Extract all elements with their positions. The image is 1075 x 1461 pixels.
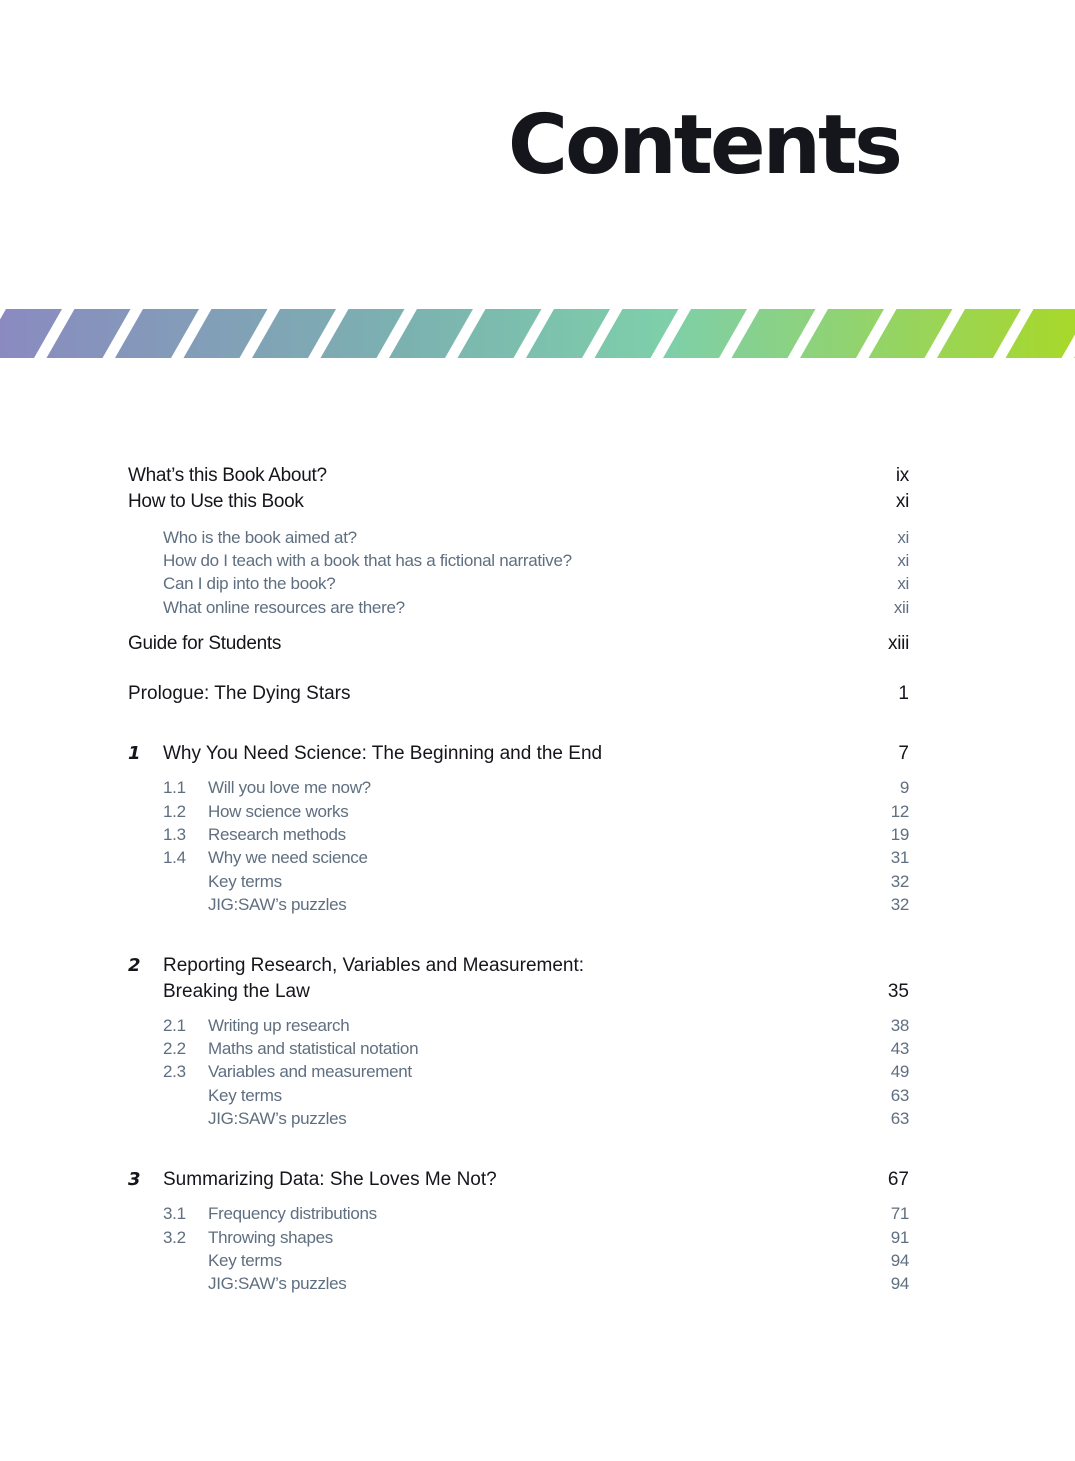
chapter-title: Why You Need Science: The Beginning and the End <box>163 743 603 764</box>
toc-section[interactable] <box>128 825 909 845</box>
section-page: 94 <box>890 1251 909 1270</box>
toc-entry-how-to-use[interactable] <box>128 491 909 513</box>
stripe-bar <box>47 309 131 358</box>
section-label: Variables and measurement <box>208 1062 412 1081</box>
toc-section[interactable] <box>128 1016 909 1036</box>
section-page: 63 <box>890 1086 909 1105</box>
chapter-page: 7 <box>898 743 909 764</box>
toc-entry-page: ix <box>895 465 909 486</box>
toc-subentry[interactable] <box>128 598 909 618</box>
stripe-bar <box>800 309 884 358</box>
section-label: Key terms <box>208 1251 282 1270</box>
section-number: 2.2 <box>163 1039 186 1058</box>
section-page: 71 <box>890 1204 909 1223</box>
toc-subentry[interactable] <box>128 528 909 548</box>
section-number: 2.1 <box>163 1016 186 1035</box>
toc-entry-label: What’s this Book About? <box>128 465 327 486</box>
toc-chapter-3[interactable] <box>128 1167 909 1193</box>
stripe-bar <box>526 309 610 358</box>
section-page: 19 <box>890 825 909 844</box>
section-label: Why we need science <box>208 848 368 867</box>
section-page: 43 <box>890 1039 909 1058</box>
chapter-page: 67 <box>887 1169 909 1190</box>
stripe-bar <box>869 309 953 358</box>
toc-entry-label: Prologue: The Dying Stars <box>128 683 351 704</box>
stripe-bar <box>458 309 542 358</box>
toc-section[interactable] <box>128 1062 909 1082</box>
toc-subentry-label: Who is the book aimed at? <box>163 528 357 547</box>
toc-section[interactable] <box>128 1086 909 1106</box>
section-label: Key terms <box>208 1086 282 1105</box>
toc-subentry[interactable] <box>128 574 909 594</box>
chapter-title: Summarizing Data: She Loves Me Not? <box>163 1169 497 1190</box>
toc-chapter-2-line2[interactable] <box>128 979 909 1005</box>
toc-subentry-page: xi <box>897 551 909 570</box>
toc-section[interactable] <box>128 1039 909 1059</box>
section-label: Frequency distributions <box>208 1204 377 1223</box>
toc-section[interactable] <box>128 1251 909 1271</box>
section-label: JIG:SAW’s puzzles <box>208 895 347 914</box>
page-title: Contents <box>507 98 900 193</box>
toc-section[interactable] <box>128 1274 909 1294</box>
section-page: 9 <box>899 778 909 797</box>
toc-section[interactable] <box>128 1109 909 1129</box>
section-page: 91 <box>890 1228 909 1247</box>
toc-entry-prologue[interactable] <box>128 681 909 707</box>
section-number: 1.2 <box>163 802 186 821</box>
decorative-stripe-band <box>0 309 1075 358</box>
toc-entry-guide-for-students[interactable] <box>128 633 909 655</box>
toc-section[interactable] <box>128 1204 909 1224</box>
section-page: 32 <box>890 895 909 914</box>
stripe-bar <box>663 309 747 358</box>
toc-subentry-label: Can I dip into the book? <box>163 574 336 593</box>
toc-entry-label: Guide for Students <box>128 633 282 654</box>
section-label: JIG:SAW’s puzzles <box>208 1274 347 1293</box>
section-number: 1.3 <box>163 825 186 844</box>
section-page: 32 <box>890 872 909 891</box>
chapter-number: 3 <box>128 1169 141 1190</box>
section-label: How science works <box>208 802 349 821</box>
stripe-bar <box>115 309 199 358</box>
stripe-bar <box>252 309 336 358</box>
stripe-bar <box>389 309 473 358</box>
toc-section[interactable] <box>128 1228 909 1248</box>
section-label: Writing up research <box>208 1016 350 1035</box>
chapter-number: 2 <box>128 955 141 976</box>
chapter-page: 35 <box>887 981 909 1002</box>
stripe-bar <box>937 309 1021 358</box>
toc-subentry-page: xii <box>893 598 909 617</box>
toc-chapter-2[interactable] <box>128 953 909 979</box>
section-number: 1.4 <box>163 848 186 867</box>
chapter-number: 1 <box>128 743 141 764</box>
toc-entry-page: xi <box>895 491 909 512</box>
stripe-bar <box>732 309 816 358</box>
toc-entry-whats-this-book-about[interactable] <box>128 465 909 487</box>
section-label: Throwing shapes <box>208 1228 333 1247</box>
section-page: 94 <box>890 1274 909 1293</box>
toc-subentry-label: How do I teach with a book that has a fictional narrative? <box>163 551 572 570</box>
section-label: JIG:SAW’s puzzles <box>208 1109 347 1128</box>
section-page: 38 <box>890 1016 909 1035</box>
chapter-title-line2: Breaking the Law <box>163 981 310 1002</box>
stripe-bar <box>321 309 405 358</box>
toc-section[interactable] <box>128 895 909 915</box>
section-number: 1.1 <box>163 778 186 797</box>
toc-entry-page: 1 <box>898 683 909 704</box>
toc-entry-label: How to Use this Book <box>128 491 304 512</box>
toc-section[interactable] <box>128 778 909 798</box>
toc-subentry-page: xi <box>897 528 909 547</box>
toc-entry-page: xiii <box>888 633 909 654</box>
toc-subentry[interactable] <box>128 551 909 571</box>
toc-section[interactable] <box>128 872 909 892</box>
toc-chapter-1[interactable] <box>128 741 909 767</box>
stripe-bar <box>184 309 268 358</box>
section-label: Will you love me now? <box>208 778 371 797</box>
section-number: 3.2 <box>163 1228 186 1247</box>
toc-subentry-page: xi <box>897 574 909 593</box>
section-label: Key terms <box>208 872 282 891</box>
section-page: 63 <box>890 1109 909 1128</box>
section-page: 12 <box>890 802 909 821</box>
chapter-title-line1: Reporting Research, Variables and Measurement: <box>163 955 585 976</box>
stripe-bar <box>595 309 679 358</box>
section-number: 2.3 <box>163 1062 186 1081</box>
toc-subentry-label: What online resources are there? <box>163 598 405 617</box>
section-label: Maths and statistical notation <box>208 1039 419 1058</box>
section-label: Research methods <box>208 825 346 844</box>
section-number: 3.1 <box>163 1204 186 1223</box>
section-page: 49 <box>890 1062 909 1081</box>
toc-section[interactable] <box>128 848 909 868</box>
toc-section[interactable] <box>128 802 909 822</box>
section-page: 31 <box>890 848 909 867</box>
